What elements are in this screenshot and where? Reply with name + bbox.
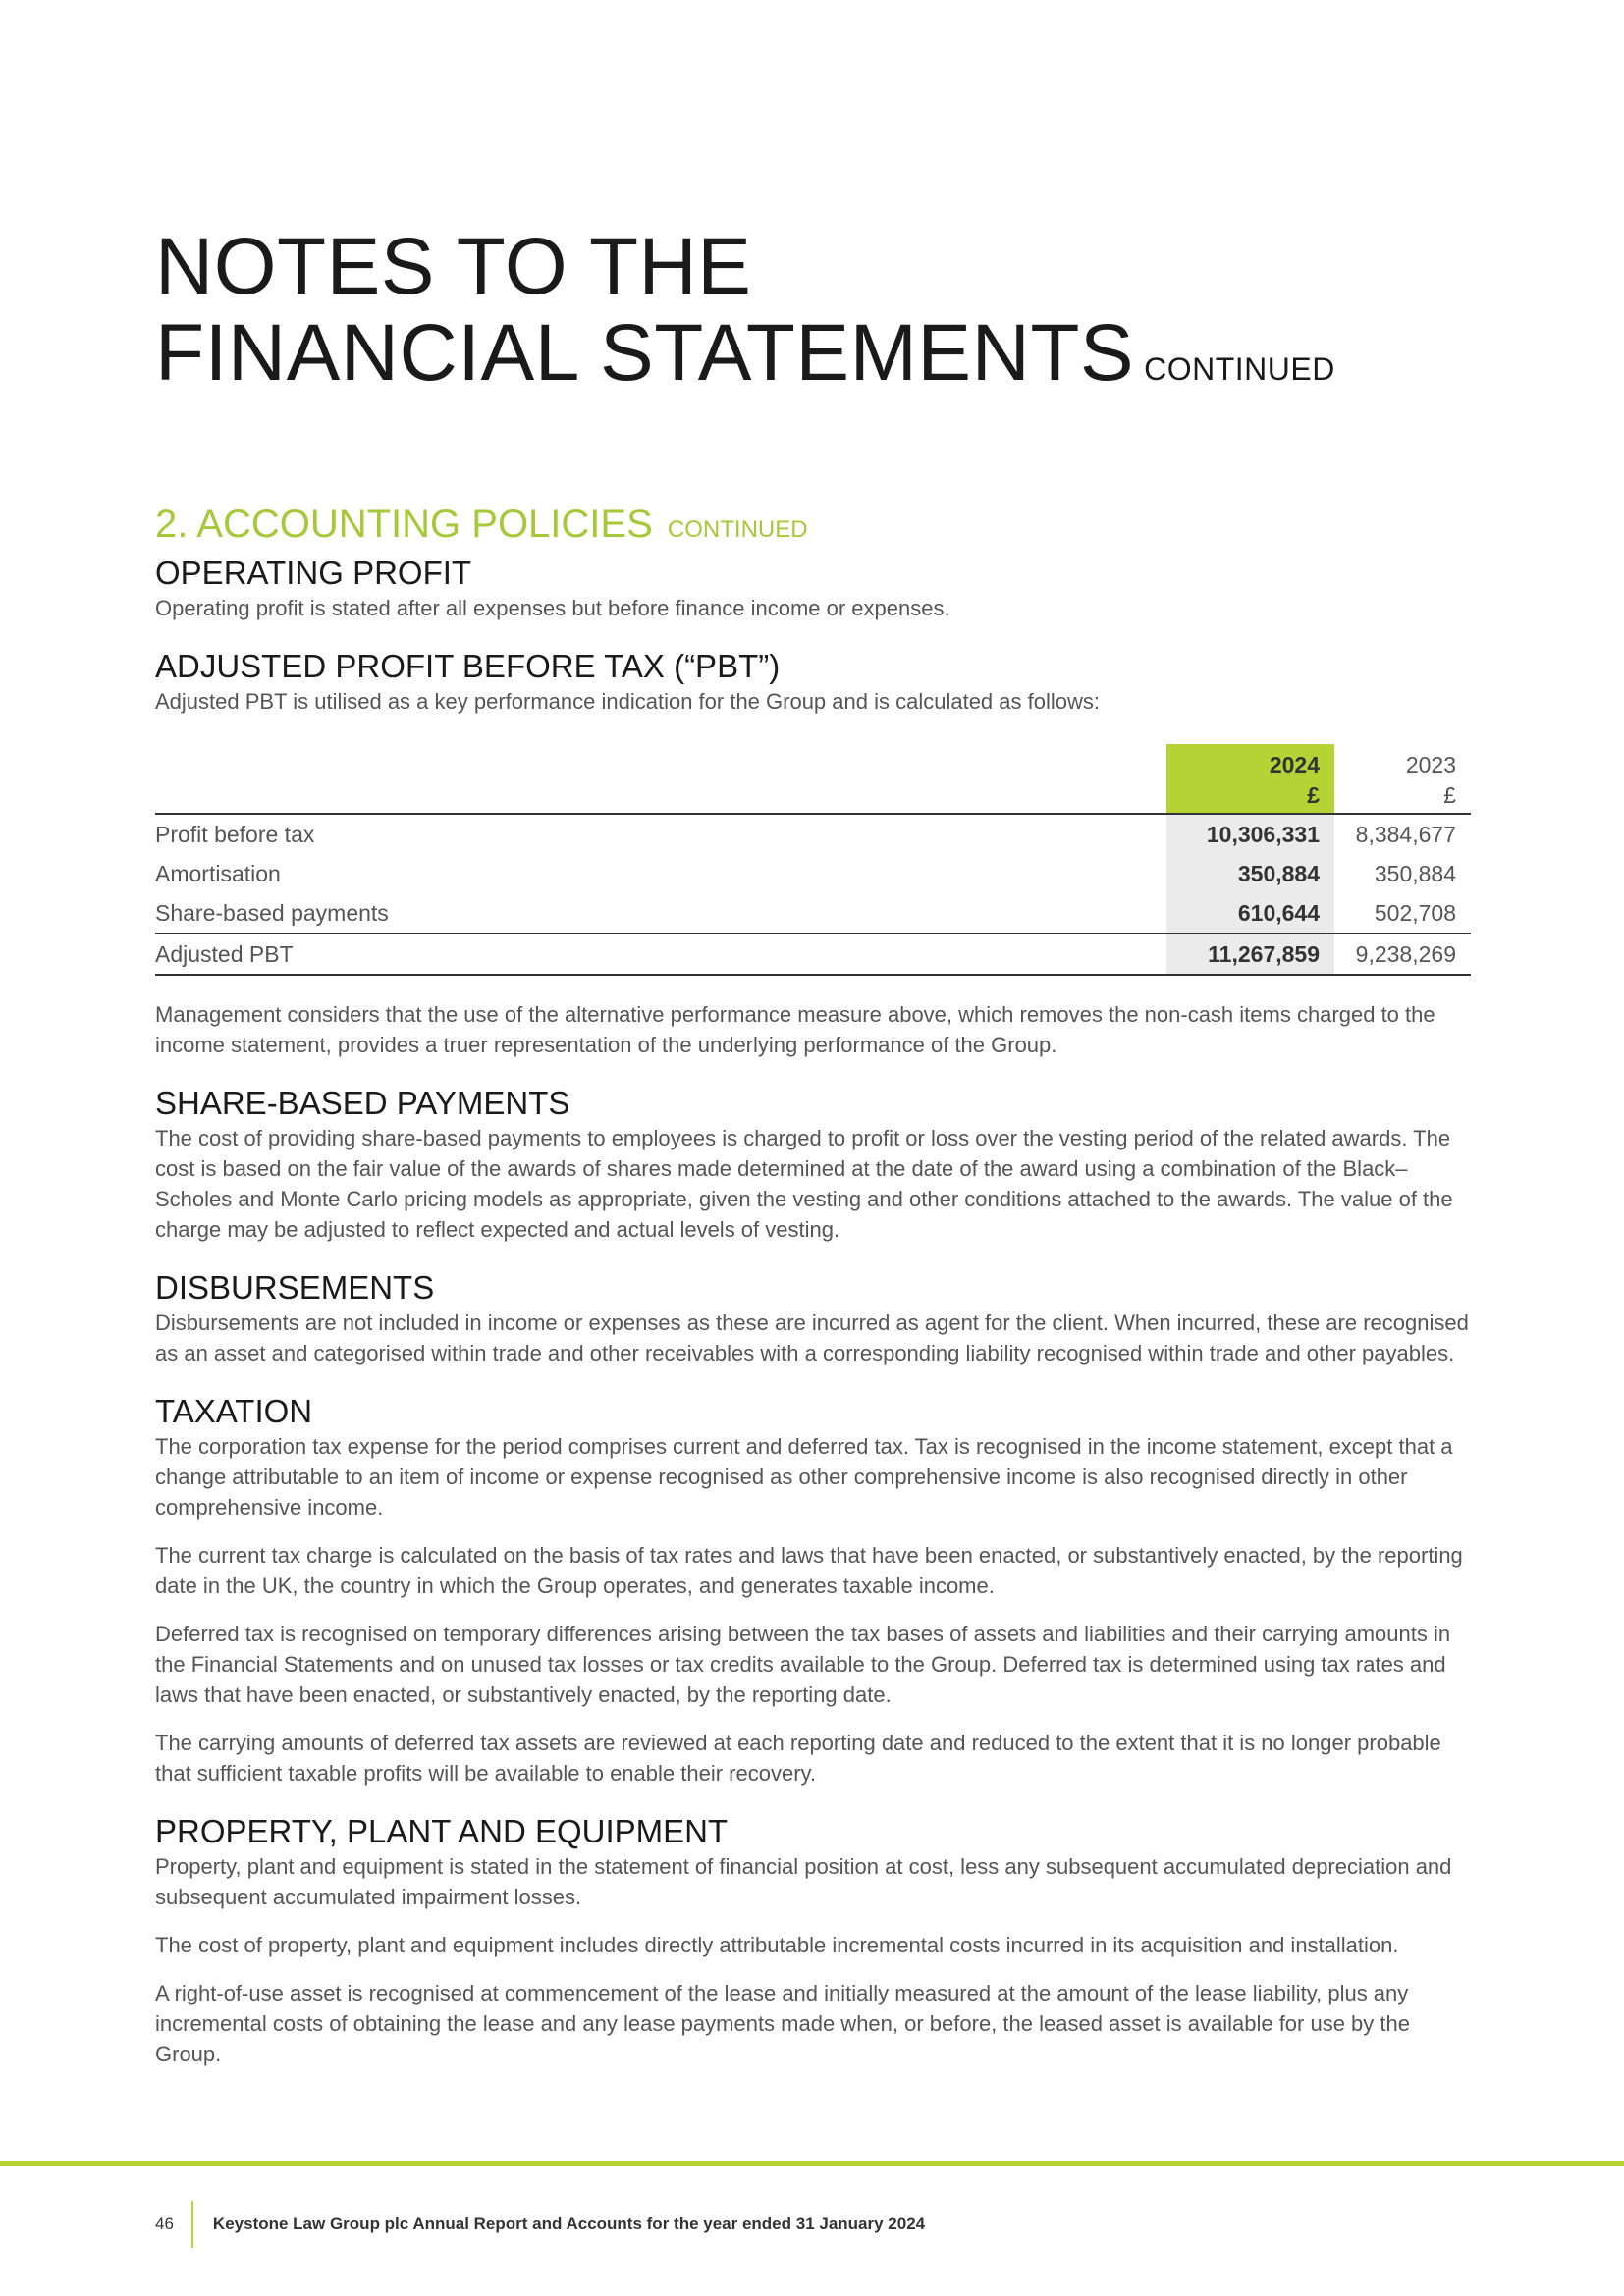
column-header-2024 (1166, 744, 1334, 814)
section-heading (155, 501, 1471, 554)
taxation-paragraph: Deferred tax is recognised on temporary differences arising between the tax bases of assets and liabilities and their carrying amounts in the Financial Statements and on unused tax losses or tax credits available to the Group. Deferred tax is determined using tax rates and laws that have been enacted, or substantively enacted, by the reporting date. (155, 1622, 1451, 1707)
column-header-2023-unit: £ (1443, 782, 1456, 808)
adjusted-pbt-heading: ADJUSTED PROFIT BEFORE TAX (“PBT”) (155, 648, 781, 684)
disbursements-heading: DISBURSEMENTS (155, 1269, 435, 1306)
taxation-paragraph: The carrying amounts of deferred tax assets are reviewed at each reporting date and reduced to the extent that it is no longer probable that sufficient taxable profits will be available to enable their recovery. (155, 1731, 1441, 1786)
page-title (155, 224, 1335, 412)
footer-divider (191, 2201, 193, 2248)
section-heading-text: 2. ACCOUNTING POLICIES (155, 503, 653, 546)
table-header-row (155, 744, 1471, 814)
value-2023: 350,884 (1374, 860, 1456, 886)
adjusted-pbt-intro: Adjusted PBT is utilised as a key performance indication for the Group and is calculated as follows: (155, 689, 1100, 714)
page-number: 46 (155, 2215, 174, 2233)
ppe-paragraph: The cost of property, plant and equipment includes directly attributable incremental costs incurred in its acquisition and installation. (155, 1933, 1399, 1957)
title-continued-label: CONTINUED (1144, 351, 1335, 387)
column-header-2023 (1334, 744, 1471, 814)
footer-rule (0, 2161, 1624, 2166)
page-title-line-2-text: FINANCIAL STATEMENTS (155, 308, 1135, 398)
row-label: Adjusted PBT (155, 940, 294, 967)
taxation-paragraph: The corporation tax expense for the period comprises current and deferred tax. Tax is recognised in the income statement, except that a change attributable to an item of income or expense recognised as other comprehensive income is also recognised directly in other comprehensive income. (155, 1434, 1453, 1520)
page-title-line-2 (155, 310, 1335, 412)
value-2023: 8,384,677 (1355, 821, 1456, 847)
disbursements-text: Disbursements are not included in income or expenses as these are incurred as agent for the client. When incurred, these are recognised as an asset and categorised within trade and other receivables with a corresponding liability recognised within trade and other payables. (155, 1310, 1469, 1365)
row-label: Profit before tax (155, 821, 315, 847)
row-label: Amortisation (155, 860, 281, 886)
page-footer (155, 2201, 925, 2248)
value-2024: 350,884 (1166, 854, 1334, 893)
ppe-heading: PROPERTY, PLANT AND EQUIPMENT (155, 1813, 729, 1849)
table-total-row (155, 934, 1471, 975)
adjusted-pbt-note: Management considers that the use of the alternative performance measure above, which removes the non-cash items charged to the income statement, provides a truer representation of the underlying performance of the Group. (155, 1002, 1435, 1057)
taxation-paragraph: The current tax charge is calculated on the basis of tax rates and laws that have been enacted, or substantively enacted, by the reporting date in the UK, the country in which the Group operates, and generates taxable income. (155, 1543, 1463, 1598)
column-header-2024-unit: £ (1307, 782, 1320, 808)
operating-profit-heading: OPERATING PROFIT (155, 555, 472, 591)
operating-profit-text: Operating profit is stated after all expenses but before finance income or expenses. (155, 596, 950, 620)
value-2024: 10,306,331 (1166, 814, 1334, 854)
column-header-2023-year: 2023 (1405, 752, 1456, 777)
value-2024: 11,267,859 (1166, 934, 1334, 975)
table-row (155, 854, 1471, 893)
ppe-paragraph: Property, plant and equipment is stated in the statement of financial position at cost, less any subsequent accumulated depreciation and subsequent accumulated impairment losses. (155, 1854, 1452, 1909)
share-based-payments-text: The cost of providing share-based payments to employees is charged to profit or loss over the vesting period of the related awards. The cost is based on the fair value of the awards of shares made determined at the date of the award using a combination of the Black–Scholes and Monte Carlo pricing models as appropriate, given the vesting and other conditions attached to the awards. The value of the charge may be adjusted to reflect expected and actual levels of vesting. (155, 1126, 1453, 1242)
value-2023: 9,238,269 (1355, 940, 1456, 967)
main-content (155, 501, 1471, 2069)
page-title-line-1: NOTES TO THE (155, 222, 752, 311)
column-header-2024-year: 2024 (1269, 752, 1320, 777)
table-row (155, 893, 1471, 934)
taxation-heading: TAXATION (155, 1393, 313, 1429)
value-2024: 610,644 (1166, 893, 1334, 934)
share-based-payments-heading: SHARE-BASED PAYMENTS (155, 1085, 570, 1121)
value-2023: 502,708 (1374, 899, 1456, 926)
row-label: Share-based payments (155, 899, 389, 926)
ppe-paragraph: A right-of-use asset is recognised at commencement of the lease and initially measured at the amount of the lease liability, plus any incremental costs of obtaining the lease and any lease payments made when, or before, the leased asset is available for use by the Group. (155, 1981, 1410, 2066)
table-header-label (155, 744, 1166, 814)
adjusted-pbt-table (155, 744, 1471, 976)
report-name: Keystone Law Group plc Annual Report and Accounts for the year ended 31 January 2024 (212, 2215, 926, 2233)
section-continued-label: CONTINUED (667, 516, 808, 543)
table-row (155, 814, 1471, 854)
